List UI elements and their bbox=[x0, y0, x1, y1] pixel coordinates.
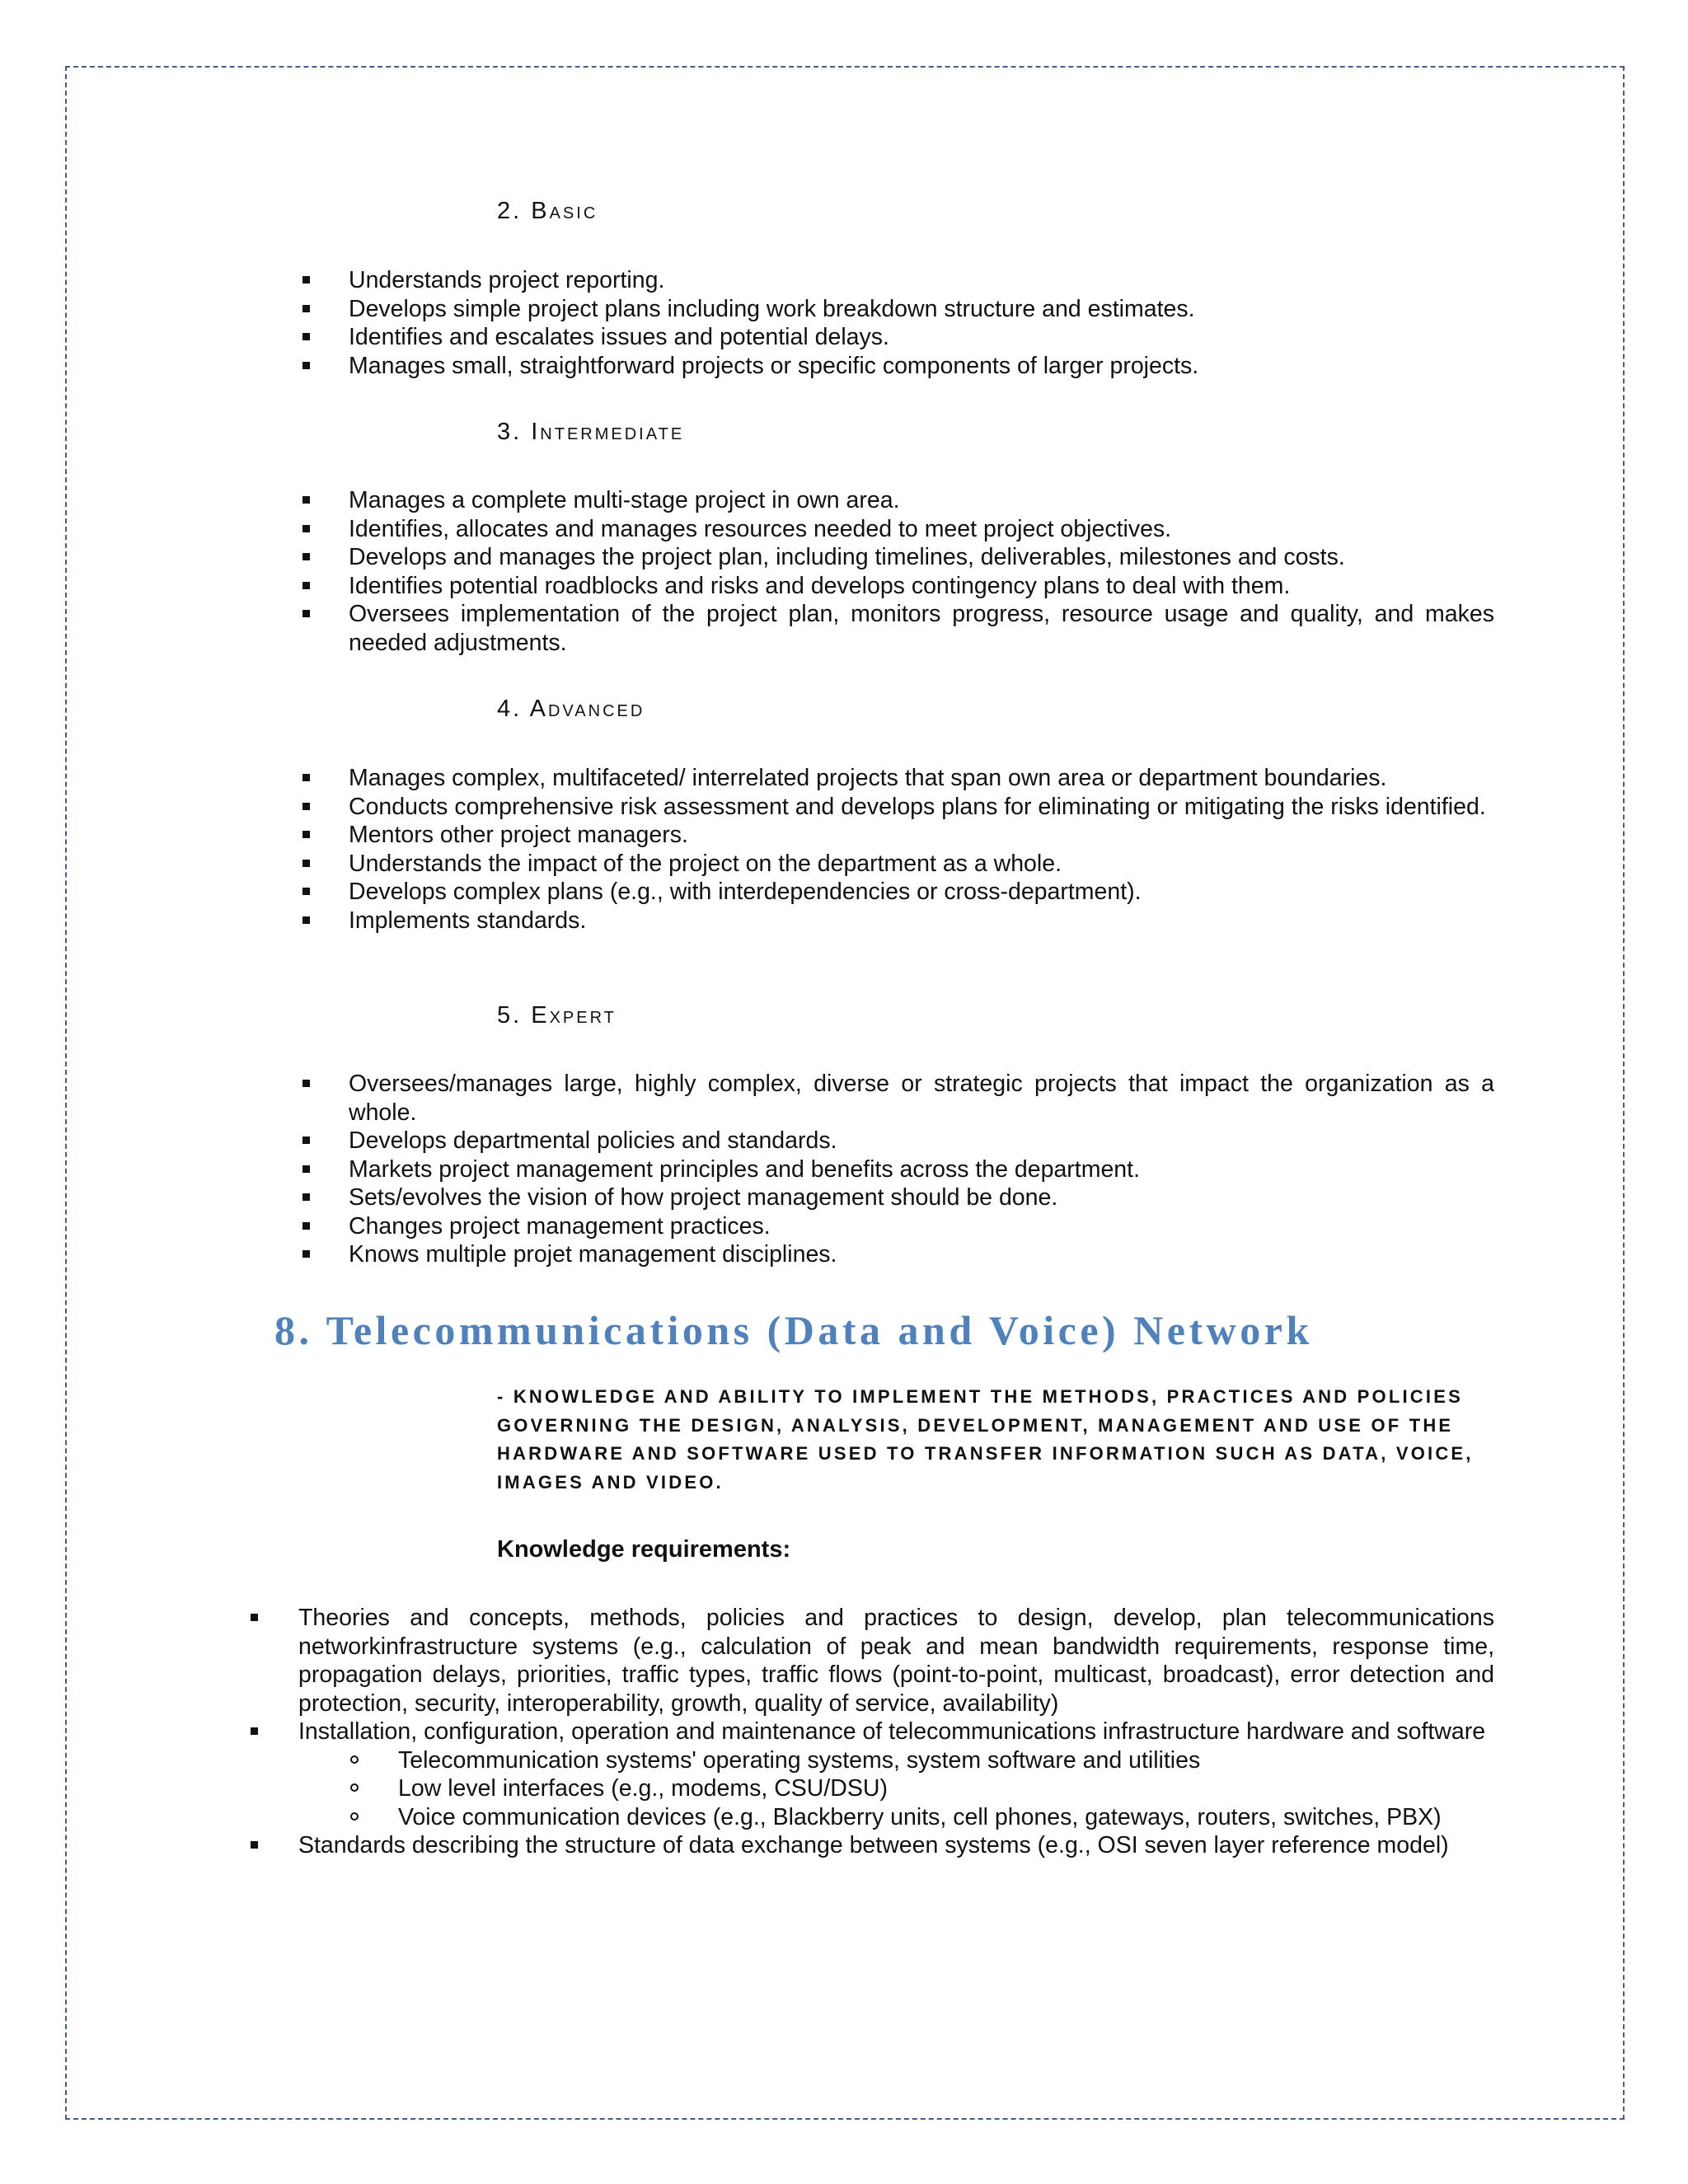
bullet-square-icon bbox=[302, 610, 310, 617]
list-item: Identifies potential roadblocks and risks and develops contingency plans to deal with them. bbox=[349, 572, 1494, 601]
bullet-square-icon bbox=[302, 916, 310, 924]
sub-list bbox=[298, 1746, 1494, 1832]
bullet-square-icon bbox=[302, 525, 310, 532]
advanced-list bbox=[349, 764, 1494, 935]
list-item: Theories and concepts, methods, policies and practices to design, develop, plan telecommunications networkinfrastructure systems (e.g., calculation of peak and mean bandwidth requirements, response time, propagation delays, priorities, traffic types, traffic flows (point-to-point, multicast, broadcast), error detection and protection, security, interoperability, growth, quality of service, availability) bbox=[298, 1604, 1494, 1718]
list-item: Changes project management practices. bbox=[349, 1212, 1494, 1241]
level-heading-advanced: 4. Advanced bbox=[497, 696, 645, 722]
list-item: Implements standards. bbox=[349, 907, 1494, 935]
sub-list-item: Telecommunication systems' operating systems, system software and utilities bbox=[398, 1746, 1494, 1775]
bullet-square-icon bbox=[302, 1193, 310, 1201]
list-item: Standards describing the structure of data exchange between systems (e.g., OSI seven layer reference model) bbox=[298, 1831, 1494, 1860]
list-item: Manages complex, multifaceted/ interrelated projects that span own area or department boundaries. bbox=[349, 764, 1494, 793]
level-heading-intermediate: 3. Intermediate bbox=[497, 419, 685, 445]
bullet-square-icon bbox=[302, 860, 310, 867]
list-item: Identifies and escalates issues and potential delays. bbox=[349, 323, 1494, 352]
bullet-square-icon bbox=[302, 1165, 310, 1173]
list-item: Oversees implementation of the project plan, monitors progress, resource usage and quality, and makes needed adjustments. bbox=[349, 600, 1494, 657]
list-item: Oversees/manages large, highly complex, diverse or strategic projects that impact the organization as a whole. bbox=[349, 1070, 1494, 1127]
bullet-square-icon bbox=[302, 496, 310, 504]
list-item: Identifies, allocates and manages resources needed to meet project objectives. bbox=[349, 515, 1494, 544]
competency-definition: - KNOWLEDGE AND ABILITY TO IMPLEMENT THE METHODS, PRACTICES AND POLICIES GOVERNING THE DESIGN, ANALYSIS, DEVELOPMENT, MANAGEMENT AND USE OF THE HARDWARE AND SOFTWARE USED TO TRANSFER INFORMATION SUCH AS DATA, VOICE, IMAGES AND VIDEO. bbox=[497, 1386, 1474, 1493]
bullet-square-icon bbox=[302, 276, 310, 284]
bullet-square-icon bbox=[302, 1250, 310, 1258]
intermediate-list bbox=[349, 486, 1494, 657]
bullet-square-icon bbox=[251, 1841, 258, 1849]
bullet-circle-icon bbox=[350, 1755, 359, 1764]
basic-list bbox=[349, 266, 1494, 380]
bullet-square-icon bbox=[251, 1614, 258, 1621]
list-item: Sets/evolves the vision of how project management should be done. bbox=[349, 1183, 1494, 1212]
bullet-square-icon bbox=[302, 1080, 310, 1087]
list-item: Develops and manages the project plan, including timelines, deliverables, milestones and costs. bbox=[349, 543, 1494, 572]
expert-list bbox=[349, 1070, 1494, 1269]
list-item: Markets project management principles and benefits across the department. bbox=[349, 1155, 1494, 1184]
bullet-square-icon bbox=[302, 831, 310, 838]
list-item: Knows multiple projet management disciplines. bbox=[349, 1240, 1494, 1269]
list-item: Develops departmental policies and standards. bbox=[349, 1127, 1494, 1155]
list-item: Manages small, straightforward projects or specific components of larger projects. bbox=[349, 352, 1494, 381]
list-item: Conducts comprehensive risk assessment and develops plans for eliminating or mitigating the risks identified. bbox=[349, 793, 1494, 822]
bullet-square-icon bbox=[302, 553, 310, 560]
bullet-square-icon bbox=[302, 774, 310, 781]
bullet-square-icon bbox=[302, 582, 310, 589]
sub-list-item: Low level interfaces (e.g., modems, CSU/DSU) bbox=[398, 1774, 1494, 1803]
bullet-square-icon bbox=[251, 1727, 258, 1735]
sub-list-item: Voice communication devices (e.g., Blackberry units, cell phones, gateways, routers, switches, PBX) bbox=[398, 1803, 1494, 1832]
bullet-square-icon bbox=[302, 333, 310, 340]
list-item: Understands the impact of the project on the department as a whole. bbox=[349, 850, 1494, 879]
bullet-square-icon bbox=[302, 1137, 310, 1144]
level-heading-basic: 2. Basic bbox=[497, 198, 598, 224]
bullet-square-icon bbox=[302, 362, 310, 369]
list-item: Installation, configuration, operation and maintenance of telecommunications infrastructure hardware and software Telecommunication systems' operating systems, system software and utilities Low level interfaces (e.g., modems, CSU/DSU) Voice communication devices (e.g., Blackberry units, cell phones, gateways, routers, switches, PBX) bbox=[298, 1718, 1494, 1831]
list-item: Develops complex plans (e.g., with interdependencies or cross-department). bbox=[349, 878, 1494, 907]
bullet-square-icon bbox=[302, 1222, 310, 1230]
bullet-square-icon bbox=[302, 803, 310, 810]
list-item: Mentors other project managers. bbox=[349, 821, 1494, 850]
list-item: Understands project reporting. bbox=[349, 266, 1494, 295]
list-item: Develops simple project plans including work breakdown structure and estimates. bbox=[349, 295, 1494, 324]
bullet-circle-icon bbox=[350, 1812, 359, 1821]
bullet-square-icon bbox=[302, 305, 310, 312]
knowledge-requirements-label: Knowledge requirements: bbox=[497, 1536, 791, 1563]
list-item: Manages a complete multi-stage project in own area. bbox=[349, 486, 1494, 515]
level-heading-expert: 5. Expert bbox=[497, 1002, 617, 1029]
knowledge-requirements-list bbox=[298, 1604, 1494, 1860]
section-title: 8. Telecommunications (Data and Voice) Network bbox=[274, 1307, 1313, 1353]
bullet-circle-icon bbox=[350, 1783, 359, 1792]
bullet-square-icon bbox=[302, 888, 310, 895]
